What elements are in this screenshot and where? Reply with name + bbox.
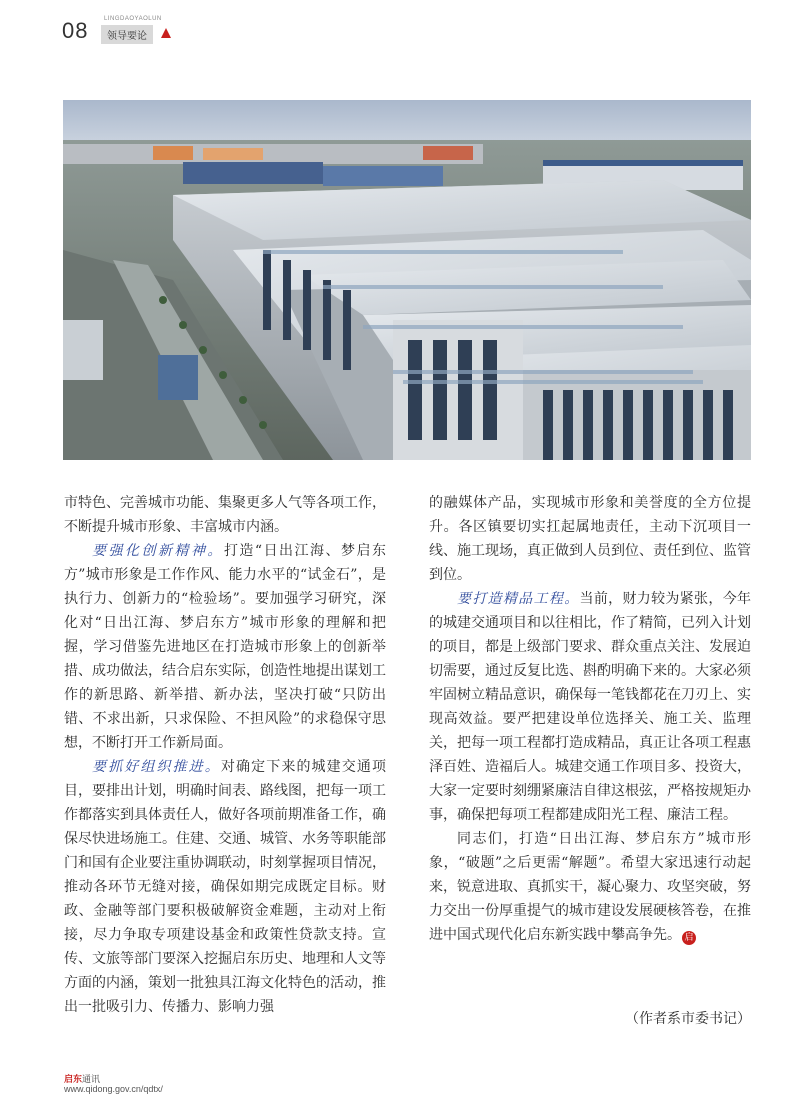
- paragraph: [64, 539, 386, 755]
- paragraph-text: 对确定下来的城建交通项目，要排出计划，明确时间表、路线图，把每一项工作都落实到具体责任人，做好各项前期准备工作，确保尽快进场施工。住建、交通、城管、水务等职能部门和国有企业要注重协调联动，时刻掌握项目情况，推动各环节无缝对接，确保如期完成既定目标。财政、金融等部门要积极破解资金难题，主动对上衔接，尽力争取专项建设基金和政策性贷款支持。宣传、文旅等部门要深入挖掘启东历史、地理和人文等方面的内涵，策划一批独具江海文化特色的活动，推出一批吸引力、传播力、影响力强: [64, 759, 387, 1015]
- paragraph-lead: 要抓好组织推进。: [92, 759, 221, 775]
- author-signature: （作者系市委书记）: [625, 1011, 751, 1027]
- footer-brand-rest: 通讯: [82, 1075, 101, 1085]
- section-triangle-icon: [161, 28, 171, 38]
- paragraph: 的融媒体产品，实现城市形象和美誉度的全方位提升。各区镇要切实扛起属地责任，主动下沉项目一线、施工现场，真正做到人员到位、责任到位、监管到位。: [429, 495, 751, 583]
- paragraph-text: 同志们，打造“日出江海、梦启东方”城市形象，“破题”之后更需“解题”。希望大家迅速行动起来，锐意进取、真抓实干，凝心聚力、攻坚突破，努力交出一份厚重提气的城市建设发展硬核答卷，在推进中国式现代化启东新实践中攀高争先。: [429, 831, 751, 943]
- paragraph: 市特色、完善城市功能、集聚更多人气等各项工作，不断提升城市形象、丰富城市内涵。: [64, 495, 386, 535]
- footer-brand-red: 启东: [64, 1075, 83, 1085]
- aerial-photo: [63, 100, 751, 460]
- end-mark-icon: 启: [682, 931, 696, 945]
- footer-url[interactable]: www.qidong.gov.cn/qdtx/: [64, 1084, 163, 1094]
- paragraph: [429, 827, 751, 947]
- page-number: 08: [62, 18, 89, 43]
- section-pinyin: LINGDAOYAOLUN: [104, 16, 162, 22]
- left-column: [64, 491, 386, 1019]
- paragraph-text: 当前，财力较为紧张，今年的城建交通项目和以往相比，作了精简，已列入计划的项目，都是上级部门要求、群众重点关注、发展迫切需要，通过反复比选、斟酌明确下来的。大家必须牢固树立精品意识，确保每一笔钱都花在刀刃上、实现高效益。要严把建设单位选择关、施工关、监理关，把每一项工程都打造成精品，真正让各项工程惠泽百姓、造福后人。城建交通工作项目多、投资大，大家一定要时刻绷紧廉洁自律这根弦，严格按规矩办事，确保把每项工程都建成阳光工程、廉洁工程。: [429, 591, 752, 823]
- paragraph-text: 打造“日出江海、梦启东方”城市形象是工作作风、能力水平的“试金石”，是执行力、创新力的“检验场”。要加强学习研究，深化对“日出江海、梦启东方”城市形象的理解和把握，学习借鉴先进地区在打造城市形象上的创新举措、成功做法，结合启东实际，创造性地提出谋划工作的新思路、新举措、新办法，坚决打破“只防出错、不求出新，只求保险、不担风险”的求稳保守思想，不断打开工作新局面。: [64, 543, 386, 751]
- paragraph: [429, 587, 751, 827]
- paragraph-lead: 要打造精品工程。: [457, 591, 580, 607]
- right-column: [429, 491, 751, 947]
- paragraph-lead: 要强化创新精神。: [92, 543, 224, 559]
- paragraph: [64, 755, 386, 1019]
- section-label: 领导要论: [101, 25, 153, 44]
